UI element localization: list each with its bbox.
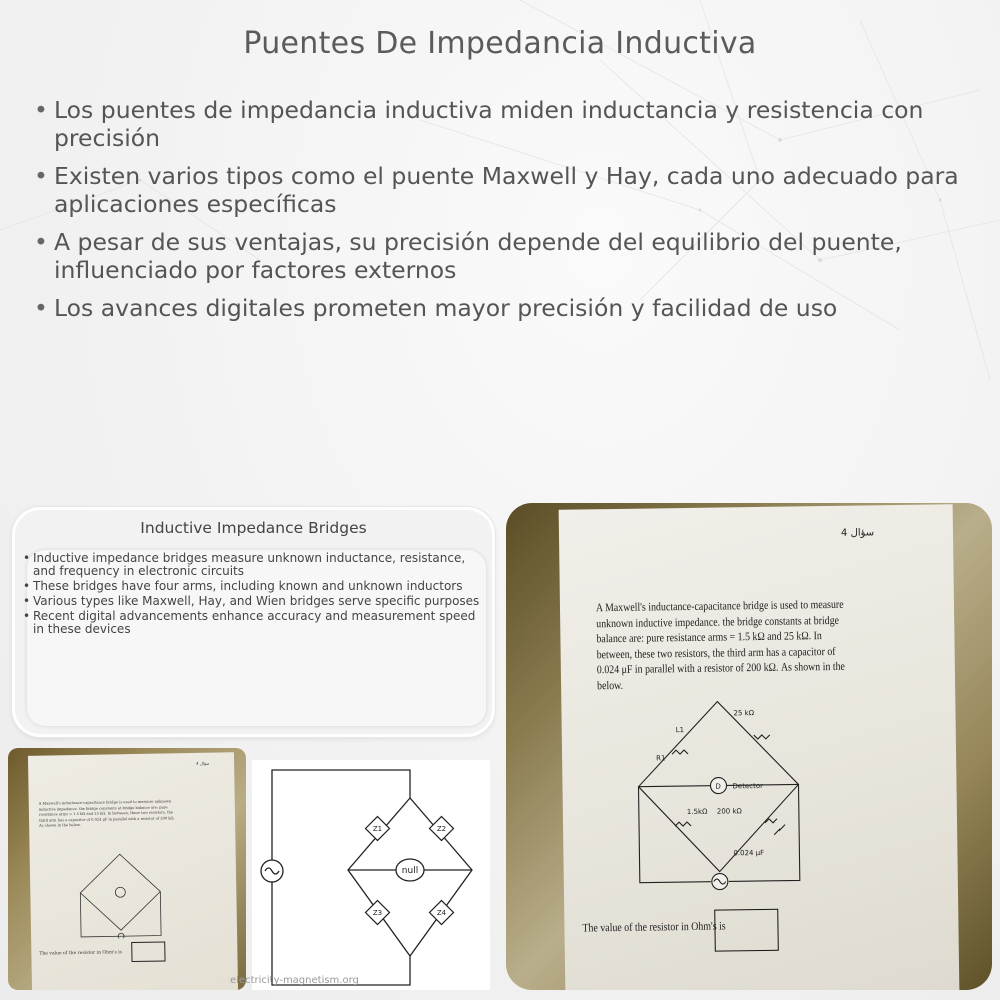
resistor-25k-label: 25 kΩ	[733, 709, 755, 718]
card-list-item: • These bridges have four arms, including known and unknown inductors	[23, 580, 485, 593]
answer-box[interactable]	[714, 909, 779, 952]
bullet-item: • Existen varios tipos como el puente Maxwell y Hay, cada uno adecuado para aplicaciones específicas	[30, 162, 975, 218]
null-label: null	[401, 866, 419, 876]
bullet-item: • Los avances digitales prometen mayor precisión y facilidad de uso	[30, 294, 975, 322]
worksheet-problem-small: A Maxwell's inductance-capacitance bridge is used to measure unknown inductive impedance. the bridge constants at bridge balance are: pure resistance arms = 1.5 kΩ and 25 kΩ. In between, these two resistors, the third arm has a capacitor of 0.024 μF in parallel with a resistor of 200 kΩ. As shown in the below.	[38, 799, 175, 829]
z3-label: Z3	[372, 909, 383, 917]
worksheet-header-small: سؤال 4	[196, 760, 210, 766]
card-list-item: • Recent digital advancements enhance accuracy and measurement speed in these devices	[23, 610, 485, 636]
watermark: electricity-magnetism.org	[230, 975, 359, 986]
maxwell-bridge-diagram-icon	[613, 694, 846, 893]
resistor-200k-label: 200 kΩ	[716, 807, 742, 816]
resistor-r1-label: R1	[656, 754, 666, 763]
summary-card	[12, 507, 495, 737]
z2-label: Z2	[436, 825, 447, 833]
worksheet-paper-small	[28, 752, 238, 990]
detector-label: Detector	[732, 781, 764, 791]
card-title: Inductive Impedance Bridges	[140, 519, 367, 537]
bullet-item: • Los puentes de impedancia inductiva miden inductancia y resistencia con precisión	[30, 96, 975, 152]
bridge-diagram-small-icon	[70, 849, 172, 939]
detector-d-label: D	[715, 782, 721, 791]
worksheet-question: The value of the resistor in Ohm's is	[582, 920, 726, 935]
bullet-item: • A pesar de sus ventajas, su precisión depende del equilibrio del puente, influenciado por factores externos	[30, 228, 975, 284]
card-list-item: • Inductive impedance bridges measure unknown inductance, resistance, and frequency in electronic circuits	[23, 552, 485, 578]
worksheet-footer-small: The value of the resistor in Ohm's is	[39, 950, 123, 957]
worksheet-photo-thumbnail	[8, 748, 246, 990]
z4-label: Z4	[436, 909, 447, 917]
bullet-list	[30, 96, 975, 332]
page-title: Puentes De Impedancia Inductiva	[243, 26, 757, 61]
card-list-item: • Various types like Maxwell, Hay, and Wien bridges serve specific purposes	[23, 595, 485, 608]
answer-box-small	[131, 941, 165, 962]
z1-label: Z1	[372, 825, 383, 833]
card-bullet-list	[23, 552, 485, 638]
bridge-circuit-diagram	[252, 760, 490, 990]
worksheet-header: سؤال 4	[840, 527, 875, 539]
bridge-circuit-icon	[252, 760, 490, 990]
worksheet-photo-large	[506, 503, 992, 990]
capacitor-label: 0.024 μF	[733, 848, 765, 858]
worksheet-problem-text: A Maxwell's inductance-capacitance bridge is used to measure unknown inductive impedance. the bridge constants at bridge balance are: pure resistance arms = 1.5 kΩ and 25 kΩ. In between, these two resistors, the third arm has a capacitor of 0.024 μF in parallel with a resistor of 200 kΩ. As shown in the below.	[595, 598, 846, 692]
inductor-l1-label: L1	[675, 726, 685, 735]
worksheet-paper-large	[559, 504, 960, 990]
resistor-1.5k-label: 1.5kΩ	[686, 807, 708, 817]
